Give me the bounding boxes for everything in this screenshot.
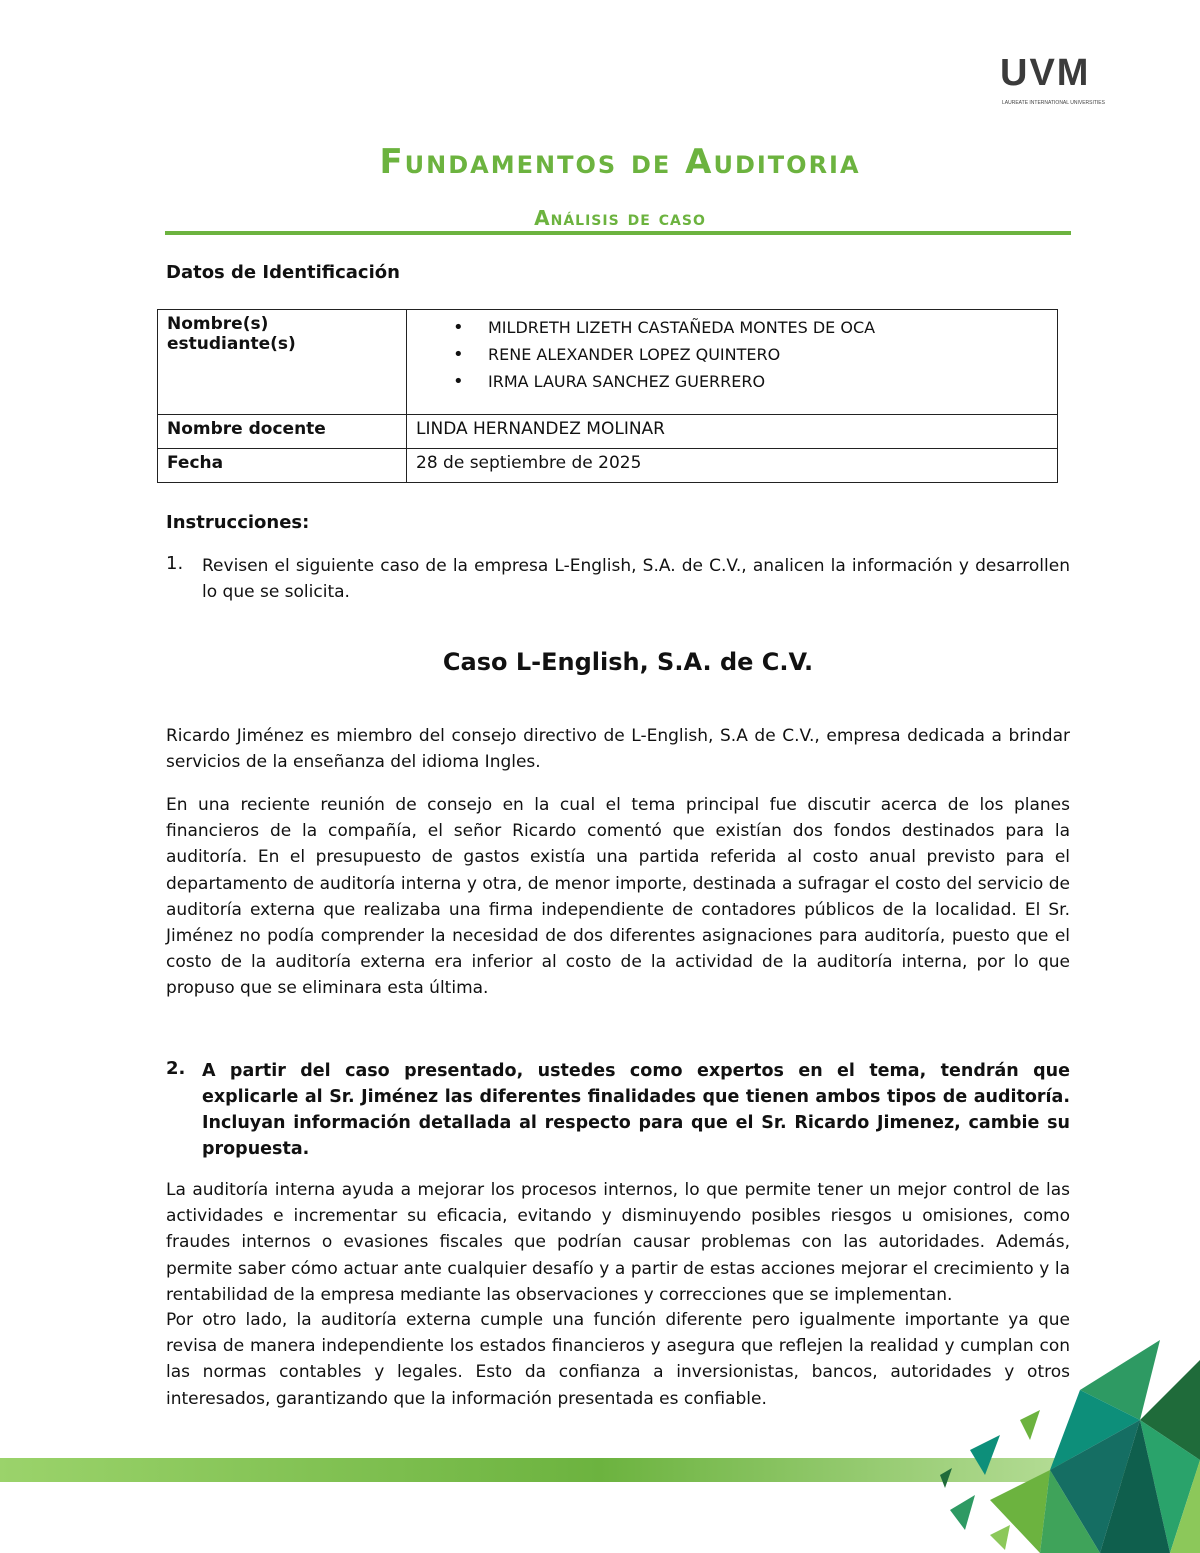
students-label: Nombre(s) estudiante(s) (158, 310, 407, 415)
question-item-2 (166, 1058, 1070, 1162)
case-paragraph-1: Ricardo Jiménez es miembro del consejo directivo de L-English, S.A de C.V., empresa dedicada a brindar servicios de la enseñanza del idioma Ingles. (166, 726, 1070, 773)
document-subtitle: Análisis de caso (534, 206, 706, 230)
students-cell (407, 310, 1058, 415)
student-name: • RENE ALEXANDER LOPEZ QUINTERO (416, 341, 1048, 368)
teacher-label: Nombre docente (158, 415, 407, 449)
uvm-logo (1000, 52, 1122, 108)
logo-tagline: LAUREATE INTERNATIONAL UNIVERSITIES (1002, 100, 1105, 106)
decorative-shards (930, 1300, 1200, 1553)
students-list (416, 314, 1048, 395)
instruction-item-1 (166, 553, 1070, 605)
date-value: 28 de septiembre de 2025 (407, 449, 1058, 483)
case-title: Caso L-English, S.A. de C.V. (442, 648, 814, 676)
student-name: • MILDRETH LIZETH CASTAÑEDA MONTES DE OCA (416, 314, 1048, 341)
date-label: Fecha (158, 449, 407, 483)
instructions-heading: Instrucciones: (166, 512, 310, 533)
teacher-name: LINDA HERNANDEZ MOLINAR (407, 415, 1058, 449)
question-text: A partir del caso presentado, ustedes como expertos en el tema, tendrán que explicarle al Sr. Jiménez las diferentes finalidades que tienen ambos tipos de auditoría. Incluyan información detallada al respecto para que el Sr. Ricardo Jimenez, cambie su propuesta. (202, 1061, 1070, 1159)
answer-paragraph-2: Por otro lado, la auditoría externa cumple una función diferente pero igualmente importante ya que revisa de manera independiente los estados financieros y asegura que reflejen la realidad y cumplan con las normas contables y legales. Esto da confianza a inversionistas, bancos, autoridades y otros interesados, garantizando que la información presentada es confiable. (166, 1310, 1070, 1409)
item-number: 2. (166, 1058, 186, 1079)
title-divider (165, 231, 1071, 235)
identification-heading: Datos de Identificación (166, 262, 400, 283)
students-row (158, 310, 1058, 415)
item-number: 1. (166, 553, 184, 574)
answer-paragraph-1: La auditoría interna ayuda a mejorar los procesos internos, lo que permite tener un mejor control de las actividades e incrementar su eficacia, evitando y disminuyendo posibles riesgos u omisiones, como fraudes internos o evasiones fiscales que podrían causar problemas con las autoridades. Además, permite saber cómo actuar ante cualquier desafío y a partir de estas acciones mejorar el crecimiento y la rentabilidad de la empresa mediante las observaciones y correcciones que se implementan. (166, 1180, 1070, 1305)
teacher-row (158, 415, 1058, 449)
identification-table (157, 309, 1058, 483)
student-name: • IRMA LAURA SANCHEZ GUERRERO (416, 368, 1048, 395)
case-paragraph-2: En una reciente reunión de consejo en la cual el tema principal fue discutir acerca de los planes financieros de la compañía, el señor Ricardo comentó que existían dos fondos destinados para la auditoría. En el presupuesto de gastos existía una partida referida al costo anual previsto para el departamento de auditoría interna y otra, de menor importe, destinada a sufragar el costo del servicio de auditoría externa que realizaba una firma independiente de contadores públicos de la localidad. El Sr. Jiménez no podía comprender la necesidad de dos diferentes asignaciones para auditoría, puesto que el costo de la auditoría externa era inferior al costo de la actividad de la auditoría interna, por lo que propuso que se eliminara esta última. (166, 795, 1070, 999)
instruction-text: Revisen el siguiente caso de la empresa L-English, S.A. de C.V., analicen la información y desarrollen lo que se solicita. (202, 556, 1070, 602)
logo-text: UVM (1000, 52, 1091, 94)
document-title: Fundamentos de Auditoria (379, 142, 861, 182)
date-row (158, 449, 1058, 483)
